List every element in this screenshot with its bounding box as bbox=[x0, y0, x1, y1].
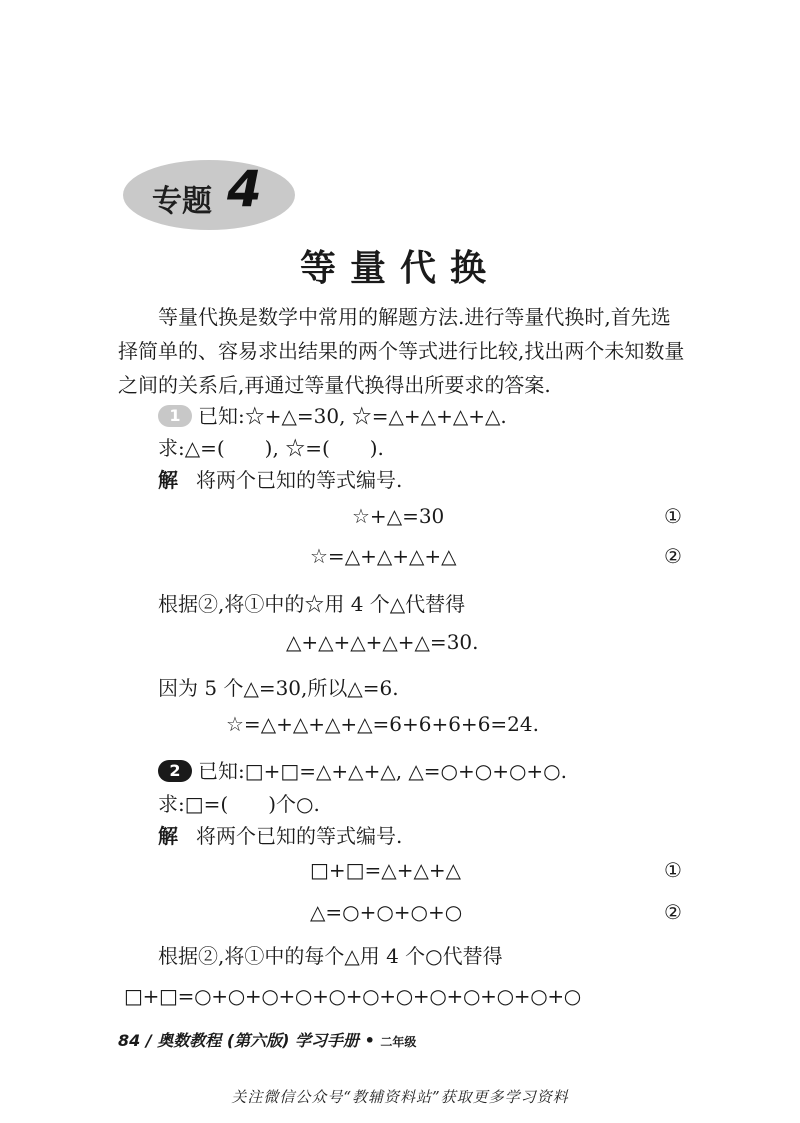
example1-solution-line bbox=[158, 464, 402, 493]
example1-solution-label: 解 bbox=[158, 468, 178, 492]
example1-equation-3: △+△+△+△+△=30. bbox=[286, 630, 479, 654]
topic-label: 专题 bbox=[152, 184, 212, 219]
example1-equation-1-number: ① bbox=[664, 504, 682, 528]
grade-label: 二年级 bbox=[380, 1035, 417, 1049]
example2-given: 已知:□+□=△+△+△, △=○+○+○+○. bbox=[198, 759, 567, 783]
page-title: 等量代换 bbox=[299, 248, 500, 289]
intro-paragraph bbox=[118, 300, 688, 402]
example1-given: 已知:☆+△=30, ☆=△+△+△+△. bbox=[198, 404, 507, 428]
example1-ask: 求:△=( ), ☆=( ). bbox=[158, 436, 384, 460]
example1-step-2: 因为 5 个△=30,所以△=6. bbox=[158, 676, 399, 700]
example2-equation-1: □+□=△+△+△ bbox=[310, 858, 461, 882]
example2-solution-label: 解 bbox=[158, 824, 178, 848]
intro-text: 等量代换是数学中常用的解题方法.进行等量代换时,首先选择简单的、容易求出结果的两个等式进行比较,找出两个未知数量之间的关系后,再通过等量代换得出所要求的答案. bbox=[118, 305, 685, 397]
example2-equation-2-number: ② bbox=[664, 900, 682, 924]
example2-solution-line bbox=[158, 820, 402, 849]
example2-solution-text: 将两个已知的等式编号. bbox=[196, 824, 403, 848]
example2-equation-2: △=○+○+○+○ bbox=[310, 900, 463, 924]
example2-ask: 求:□=( )个○. bbox=[158, 792, 320, 816]
example1-given-line bbox=[158, 400, 507, 429]
example1-equation-4: ☆=△+△+△+△=6+6+6+6=24. bbox=[226, 712, 539, 736]
example2-equation-1-number: ① bbox=[664, 858, 682, 882]
example1-equation-2-number: ② bbox=[664, 544, 682, 568]
example2-equation-3: □+□=○+○+○+○+○+○+○+○+○+○+○+○ bbox=[124, 984, 581, 1008]
example1-solution-text: 将两个已知的等式编号. bbox=[196, 468, 403, 492]
topic-number: 4 bbox=[227, 160, 262, 218]
book-title: / 奥数教程 (第六版) 学习手册 • bbox=[145, 1031, 375, 1050]
example1-badge: 1 bbox=[158, 405, 192, 427]
example1-step-1: 根据②,将①中的☆用 4 个△代替得 bbox=[158, 592, 466, 616]
example2-given-line bbox=[158, 755, 567, 784]
watermark-note: 关注微信公众号“教辅资料站”获取更多学习资料 bbox=[231, 1088, 569, 1106]
example1-equation-1: ☆+△=30 bbox=[352, 504, 445, 528]
example2-step-1: 根据②,将①中的每个△用 4 个○代替得 bbox=[158, 944, 503, 968]
page-footer bbox=[118, 1028, 416, 1051]
example2-badge: 2 bbox=[158, 760, 192, 782]
example1-equation-2: ☆=△+△+△+△ bbox=[310, 544, 457, 568]
page-number: 84 bbox=[118, 1031, 141, 1050]
